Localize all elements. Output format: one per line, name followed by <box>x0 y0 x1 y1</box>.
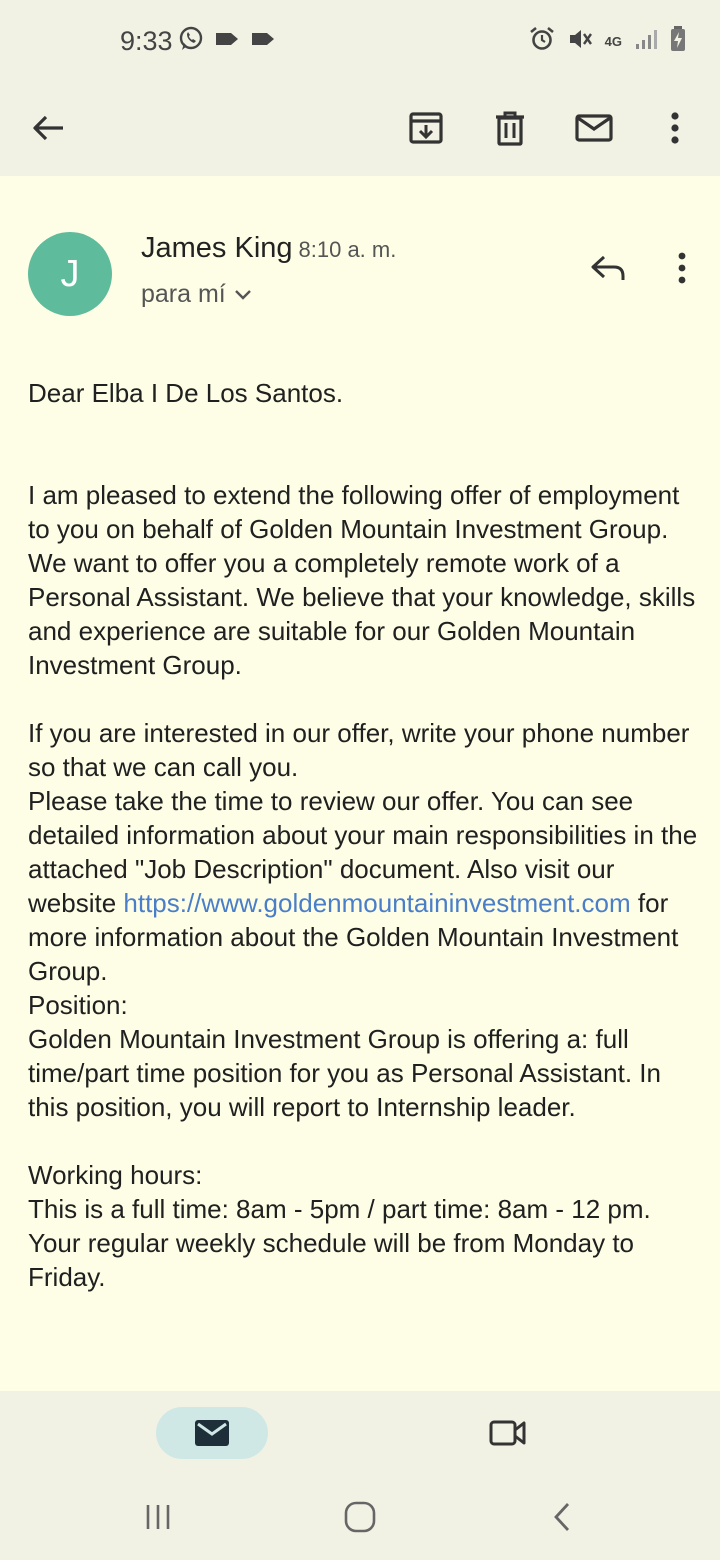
whatsapp-icon <box>178 26 204 57</box>
message-view[interactable] <box>0 176 720 1391</box>
alarm-icon <box>529 26 555 57</box>
label-tag-icon <box>214 30 240 53</box>
status-system-icons <box>529 26 686 57</box>
nav-meet-tab[interactable] <box>480 1407 536 1459</box>
video-camera-icon <box>489 1419 527 1447</box>
body-paragraph: If you are interested in our offer, write your phone number so that we can call you. <box>28 718 690 782</box>
sender-name: James King <box>141 232 293 264</box>
archive-button[interactable] <box>396 98 456 158</box>
body-paragraph: Golden Mountain Investment Group is offering a: full time/part time position for you as Personal Assistant. In this position, you will report to Internship leader. <box>28 1024 661 1122</box>
message-time: 8:10 a. m. <box>298 237 397 262</box>
battery-charging-icon <box>670 26 686 57</box>
body-paragraph: I am pleased to extend the following offer of employment to you on behalf of Golden Mountain Investment Group. We want to offer you a completely remote work of a Personal Assistant. We believe that your knowledge, skills and experience are suitable for our Golden Mountain Investment Group. <box>28 480 696 680</box>
message-body <box>28 376 698 1294</box>
system-navigation-bar <box>0 1477 720 1560</box>
hours-label: Working hours: <box>28 1160 203 1190</box>
greeting: Dear Elba I De Los Santos. <box>28 378 344 408</box>
recent-apps-icon <box>144 1503 172 1531</box>
more-vert-icon <box>676 252 688 284</box>
mark-unread-button[interactable] <box>564 98 624 158</box>
nav-mail-tab[interactable] <box>156 1407 268 1459</box>
delete-button[interactable] <box>480 98 540 158</box>
chevron-left-icon <box>551 1502 573 1532</box>
sender-avatar[interactable] <box>28 232 112 316</box>
status-bar <box>0 0 720 80</box>
status-time: 9:33 <box>120 26 173 56</box>
mail-icon <box>575 113 613 143</box>
recipient-toggle[interactable] <box>141 280 252 309</box>
mail-icon <box>194 1419 230 1447</box>
recent-apps-button[interactable] <box>133 1495 183 1539</box>
bottom-navigation <box>0 1391 720 1477</box>
reply-icon <box>590 254 626 282</box>
avatar-initial: J <box>60 252 80 295</box>
website-link[interactable]: https://www.goldenmountaininvestment.com <box>123 888 631 918</box>
back-button[interactable] <box>18 98 78 158</box>
system-back-button[interactable] <box>537 1495 587 1539</box>
recipient-label: para mí <box>141 280 226 308</box>
network-4g-icon: 4G <box>604 34 622 49</box>
mute-icon <box>567 26 593 57</box>
arrow-back-icon <box>31 113 65 143</box>
reply-button[interactable] <box>584 244 632 292</box>
signal-icon <box>634 28 658 55</box>
home-icon <box>344 1501 376 1533</box>
chevron-down-icon <box>234 289 252 301</box>
body-paragraph: Please take the time to review our offer. You can see detailed information about your main responsibilities in the attached "Job Description" document. Also visit our website https://www.goldenmountaininvestment.com for more information about the Golden Mountain Investment Group. <box>28 786 698 986</box>
message-more-button[interactable] <box>660 244 704 292</box>
more-vert-icon <box>669 111 681 145</box>
status-notification-icons <box>178 26 276 57</box>
more-options-button[interactable] <box>645 98 705 158</box>
home-button[interactable] <box>335 1495 385 1539</box>
position-label: Position: <box>28 990 128 1020</box>
trash-icon <box>494 110 526 146</box>
body-paragraph: This is a full time: 8am - 5pm / part time: 8am - 12 pm. Your regular weekly schedule will be from Monday to Friday. <box>28 1194 651 1292</box>
sender-line <box>141 232 396 265</box>
app-bar <box>0 80 720 176</box>
label-tag-icon <box>250 30 276 53</box>
archive-icon <box>408 110 444 146</box>
